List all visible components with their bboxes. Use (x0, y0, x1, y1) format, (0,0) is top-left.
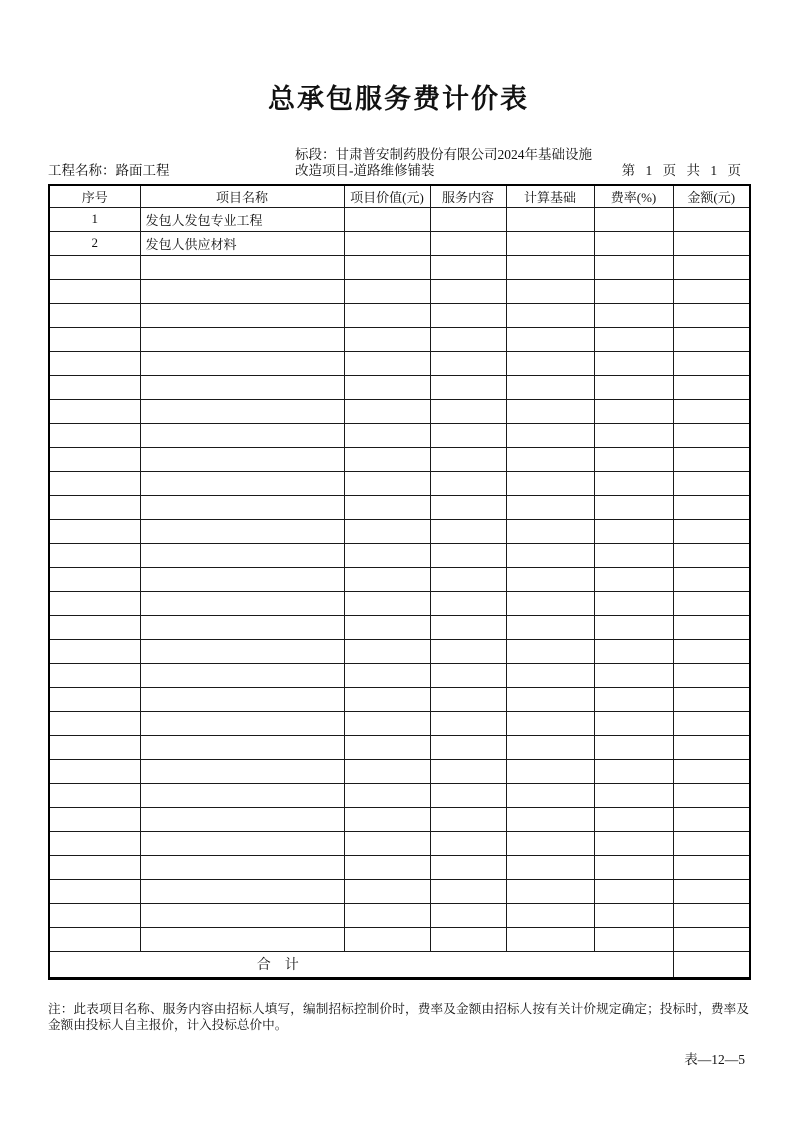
fee-table-header (49, 185, 750, 207)
table-row (49, 735, 750, 759)
cell-value (344, 639, 430, 663)
cell-amount (673, 519, 750, 543)
cell-seq: 2 (49, 231, 140, 255)
cell-seq (49, 879, 140, 903)
cell-amount (673, 663, 750, 687)
table-row (49, 783, 750, 807)
cell-value (344, 207, 430, 231)
table-row (49, 279, 750, 303)
total-row (49, 951, 750, 978)
cell-seq (49, 927, 140, 951)
page-indicator: 第 1 页 共 1 页 (621, 162, 741, 178)
cell-basis (506, 255, 594, 279)
cell-seq (49, 711, 140, 735)
cell-amount (673, 687, 750, 711)
cell-amount (673, 639, 750, 663)
table-row (49, 543, 750, 567)
cell-basis (506, 591, 594, 615)
cell-service (430, 639, 506, 663)
cell-value (344, 783, 430, 807)
cell-basis (506, 495, 594, 519)
cell-basis (506, 855, 594, 879)
cell-value (344, 231, 430, 255)
cell-name (140, 855, 344, 879)
cell-rate (594, 591, 673, 615)
cell-seq (49, 855, 140, 879)
cell-name: 发包人发包专业工程 (140, 207, 344, 231)
cell-name (140, 423, 344, 447)
project-name-value: 路面工程 (115, 162, 170, 178)
cell-amount (673, 711, 750, 735)
cell-seq: 1 (49, 207, 140, 231)
cell-name (140, 279, 344, 303)
cell-rate (594, 447, 673, 471)
table-row (49, 879, 750, 903)
cell-basis (506, 903, 594, 927)
fee-table (48, 184, 751, 980)
cell-seq (49, 903, 140, 927)
cell-service (430, 687, 506, 711)
cell-seq (49, 759, 140, 783)
cell-seq (49, 471, 140, 495)
cell-service (430, 855, 506, 879)
cell-name (140, 663, 344, 687)
cell-name (140, 471, 344, 495)
cell-rate (594, 351, 673, 375)
cell-seq (49, 279, 140, 303)
cell-name (140, 783, 344, 807)
cell-amount (673, 303, 750, 327)
cell-basis (506, 927, 594, 951)
table-row (49, 375, 750, 399)
cell-service (430, 207, 506, 231)
cell-rate (594, 663, 673, 687)
cell-rate (594, 831, 673, 855)
cell-value (344, 399, 430, 423)
cell-rate (594, 279, 673, 303)
cell-rate (594, 687, 673, 711)
table-row (49, 351, 750, 375)
total-label: 合 计 (256, 958, 299, 973)
cell-rate (594, 519, 673, 543)
cell-service (430, 735, 506, 759)
page-title: 总承包服务费计价表 (268, 84, 529, 114)
cell-basis (506, 303, 594, 327)
cell-basis (506, 567, 594, 591)
cell-service (430, 495, 506, 519)
cell-amount (673, 207, 750, 231)
cell-name (140, 687, 344, 711)
table-row (49, 687, 750, 711)
cell-service (430, 303, 506, 327)
cell-seq (49, 327, 140, 351)
table-row (49, 471, 750, 495)
cell-amount (673, 231, 750, 255)
table-row (49, 231, 750, 255)
table-row (49, 831, 750, 855)
cell-amount (673, 855, 750, 879)
cell-amount (673, 567, 750, 591)
cell-seq (49, 303, 140, 327)
cell-value (344, 687, 430, 711)
cell-rate (594, 567, 673, 591)
cell-basis (506, 375, 594, 399)
cell-service (430, 927, 506, 951)
cell-name (140, 495, 344, 519)
form-code: 表—12—5 (684, 1051, 745, 1067)
cell-service (430, 279, 506, 303)
cell-service (430, 471, 506, 495)
cell-rate (594, 399, 673, 423)
cell-name (140, 303, 344, 327)
cell-rate (594, 927, 673, 951)
cell-seq (49, 615, 140, 639)
cell-value (344, 927, 430, 951)
table-row (49, 303, 750, 327)
cell-basis (506, 687, 594, 711)
cell-rate (594, 543, 673, 567)
cell-service (430, 759, 506, 783)
table-row (49, 615, 750, 639)
cell-seq (49, 783, 140, 807)
cell-amount (673, 447, 750, 471)
cell-name (140, 519, 344, 543)
cell-amount (673, 495, 750, 519)
cell-seq (49, 495, 140, 519)
cell-value (344, 663, 430, 687)
cell-service (430, 903, 506, 927)
cell-name (140, 447, 344, 471)
cell-amount (673, 735, 750, 759)
cell-value (344, 879, 430, 903)
cell-seq (49, 735, 140, 759)
cell-basis (506, 207, 594, 231)
cell-value (344, 255, 430, 279)
table-row (49, 591, 750, 615)
table-row (49, 927, 750, 951)
cell-rate (594, 303, 673, 327)
cell-amount (673, 615, 750, 639)
cell-basis (506, 639, 594, 663)
cell-seq (49, 447, 140, 471)
cell-value (344, 423, 430, 447)
table-row (49, 207, 750, 231)
cell-amount (673, 327, 750, 351)
cell-service (430, 663, 506, 687)
cell-name (140, 375, 344, 399)
cell-seq (49, 519, 140, 543)
total-amount-cell (673, 951, 750, 978)
cell-value (344, 471, 430, 495)
cell-service (430, 831, 506, 855)
section-info-line2: 改造项目-道路维修铺装 (295, 162, 435, 178)
cell-value (344, 375, 430, 399)
cell-service (430, 255, 506, 279)
cell-name (140, 567, 344, 591)
cell-amount (673, 807, 750, 831)
cell-value (344, 855, 430, 879)
cell-value (344, 807, 430, 831)
table-row (49, 567, 750, 591)
cell-service (430, 807, 506, 831)
cell-name (140, 879, 344, 903)
cell-rate (594, 735, 673, 759)
table-row (49, 255, 750, 279)
cell-basis (506, 327, 594, 351)
cell-name (140, 759, 344, 783)
cell-basis (506, 807, 594, 831)
table-row (49, 447, 750, 471)
cell-rate (594, 711, 673, 735)
cell-rate (594, 903, 673, 927)
cell-name (140, 615, 344, 639)
header-cell-amount: 金额(元) (673, 185, 750, 207)
cell-value (344, 327, 430, 351)
cell-amount (673, 759, 750, 783)
cell-seq (49, 399, 140, 423)
cell-basis (506, 711, 594, 735)
cell-rate (594, 255, 673, 279)
cell-value (344, 903, 430, 927)
cell-value (344, 831, 430, 855)
cell-rate (594, 879, 673, 903)
cell-seq (49, 543, 140, 567)
table-row (49, 399, 750, 423)
cell-seq (49, 639, 140, 663)
cell-basis (506, 759, 594, 783)
cell-value (344, 615, 430, 639)
cell-value (344, 567, 430, 591)
cell-service (430, 543, 506, 567)
total-label-cell (49, 951, 673, 978)
header-cell-service: 服务内容 (430, 185, 506, 207)
cell-amount (673, 927, 750, 951)
cell-name (140, 639, 344, 663)
cell-value (344, 519, 430, 543)
cell-service (430, 399, 506, 423)
cell-rate (594, 471, 673, 495)
cell-amount (673, 351, 750, 375)
cell-seq (49, 831, 140, 855)
cell-name (140, 903, 344, 927)
cell-service (430, 567, 506, 591)
cell-service (430, 783, 506, 807)
table-row (49, 855, 750, 879)
cell-value (344, 303, 430, 327)
cell-rate (594, 783, 673, 807)
cell-seq (49, 255, 140, 279)
cell-seq (49, 375, 140, 399)
cell-amount (673, 279, 750, 303)
cell-name (140, 735, 344, 759)
cell-service (430, 375, 506, 399)
cell-basis (506, 783, 594, 807)
cell-service (430, 879, 506, 903)
cell-seq (49, 663, 140, 687)
header-cell-rate: 费率(%) (594, 185, 673, 207)
cell-seq (49, 351, 140, 375)
cell-amount (673, 591, 750, 615)
table-row (49, 759, 750, 783)
table-row (49, 519, 750, 543)
cell-rate (594, 615, 673, 639)
cell-basis (506, 615, 594, 639)
cell-amount (673, 903, 750, 927)
table-row (49, 903, 750, 927)
cell-service (430, 351, 506, 375)
cell-service (430, 327, 506, 351)
cell-amount (673, 543, 750, 567)
cell-name (140, 543, 344, 567)
header-cell-name: 项目名称 (140, 185, 344, 207)
cell-basis (506, 663, 594, 687)
cell-rate (594, 855, 673, 879)
project-name-label: 工程名称： (48, 162, 116, 178)
cell-amount (673, 831, 750, 855)
cell-name (140, 807, 344, 831)
table-row (49, 711, 750, 735)
cell-amount (673, 879, 750, 903)
table-row (49, 663, 750, 687)
cell-value (344, 591, 430, 615)
header-cell-seq: 序号 (49, 185, 140, 207)
cell-seq (49, 807, 140, 831)
cell-basis (506, 519, 594, 543)
table-row (49, 327, 750, 351)
table-row (49, 639, 750, 663)
footnote: 注：此表项目名称、服务内容由招标人填写，编制招标控制价时，费率及金额由招标人按有关计价规定确定；投标时，费率及金额由投标人自主报价，计入投标总价中。 (48, 1001, 749, 1032)
cell-basis (506, 351, 594, 375)
cell-rate (594, 207, 673, 231)
cell-amount (673, 255, 750, 279)
cell-name (140, 399, 344, 423)
section-info (295, 147, 617, 178)
cell-name (140, 831, 344, 855)
cell-basis (506, 735, 594, 759)
cell-seq (49, 591, 140, 615)
cell-service (430, 615, 506, 639)
header-row (49, 185, 750, 207)
cell-basis (506, 471, 594, 495)
cell-amount (673, 471, 750, 495)
cell-value (344, 447, 430, 471)
document-meta (48, 147, 749, 178)
table-row (49, 495, 750, 519)
cell-amount (673, 423, 750, 447)
fee-table-body (49, 207, 750, 951)
cell-value (344, 495, 430, 519)
cell-amount (673, 375, 750, 399)
cell-service (430, 423, 506, 447)
cell-seq (49, 567, 140, 591)
cell-basis (506, 831, 594, 855)
cell-value (344, 543, 430, 567)
header-cell-basis: 计算基础 (506, 185, 594, 207)
cell-amount (673, 783, 750, 807)
cell-service (430, 231, 506, 255)
cell-value (344, 711, 430, 735)
cell-rate (594, 639, 673, 663)
cell-name (140, 351, 344, 375)
cell-value (344, 735, 430, 759)
table-row (49, 807, 750, 831)
fee-table-footer (49, 951, 750, 978)
table-row (49, 423, 750, 447)
cell-value (344, 279, 430, 303)
cell-rate (594, 375, 673, 399)
cell-rate (594, 759, 673, 783)
cell-basis (506, 447, 594, 471)
cell-basis (506, 423, 594, 447)
project-name (48, 163, 295, 179)
cell-name (140, 327, 344, 351)
cell-name (140, 711, 344, 735)
cell-seq (49, 687, 140, 711)
section-info-line1: 标段：甘肃普安制药股份有限公司2024年基础设施 (295, 147, 592, 162)
cell-name (140, 591, 344, 615)
cell-name: 发包人供应材料 (140, 231, 344, 255)
cell-rate (594, 495, 673, 519)
cell-rate (594, 231, 673, 255)
cell-basis (506, 279, 594, 303)
cell-value (344, 351, 430, 375)
cell-basis (506, 543, 594, 567)
cell-rate (594, 327, 673, 351)
cell-name (140, 927, 344, 951)
cell-amount (673, 399, 750, 423)
cell-name (140, 255, 344, 279)
cell-seq (49, 423, 140, 447)
cell-basis (506, 231, 594, 255)
cell-service (430, 591, 506, 615)
cell-rate (594, 423, 673, 447)
cell-service (430, 447, 506, 471)
header-cell-value: 项目价值(元) (344, 185, 430, 207)
cell-basis (506, 399, 594, 423)
cell-rate (594, 807, 673, 831)
cell-service (430, 711, 506, 735)
cell-value (344, 759, 430, 783)
cell-service (430, 519, 506, 543)
cell-basis (506, 879, 594, 903)
